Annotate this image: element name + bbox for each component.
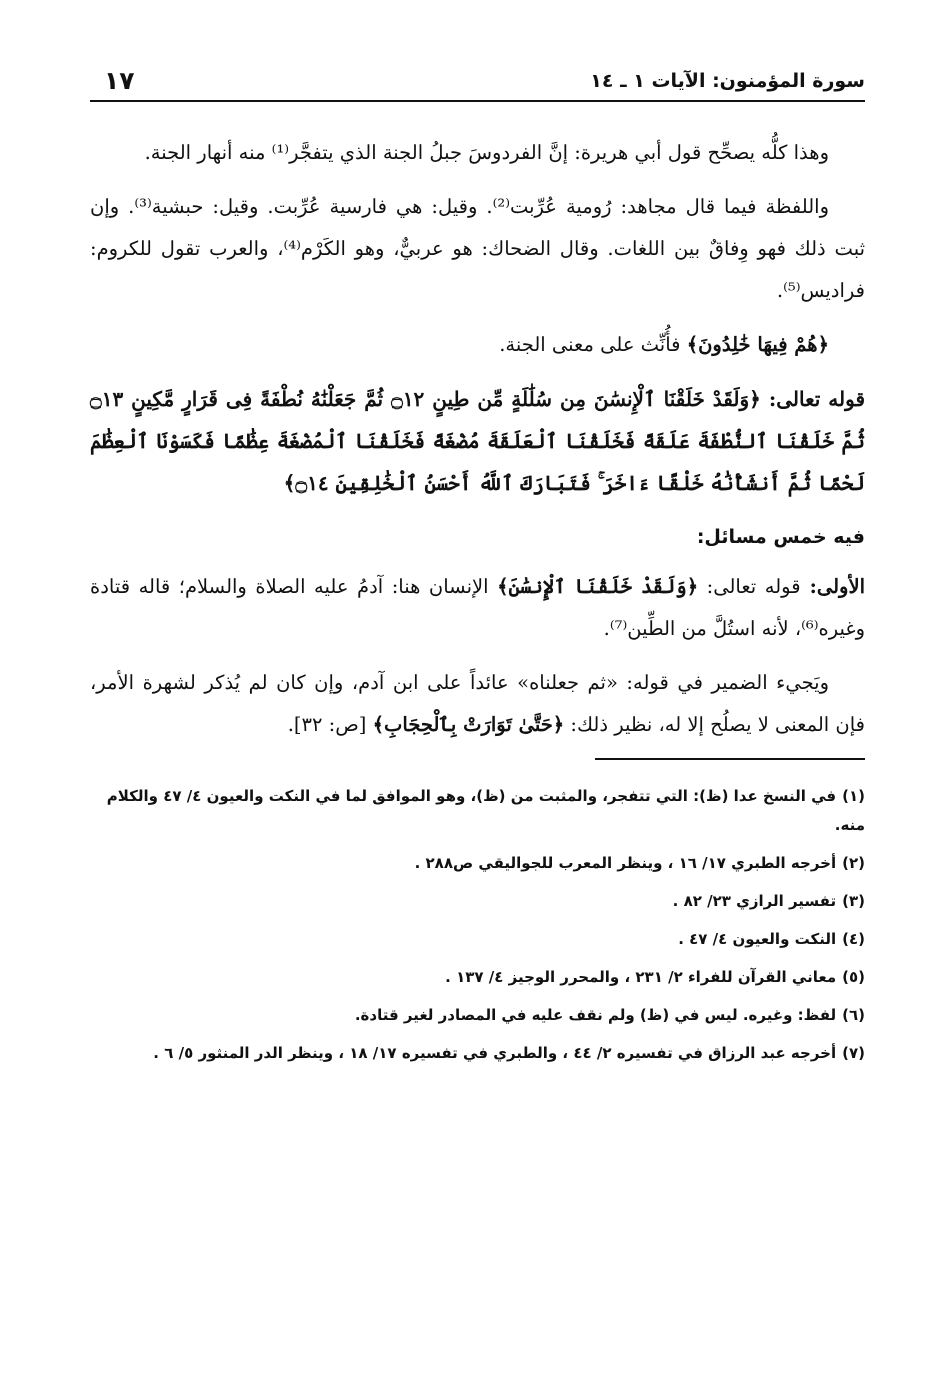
footnote-number: (٤)	[842, 930, 865, 948]
footnote-separator	[595, 758, 865, 760]
footnote	[90, 1039, 865, 1068]
footnote-text: أخرجه الطبري ١٧/ ١٦ ، وينظر المعرب للجواليقي ص٢٨٨ .	[414, 854, 837, 872]
verse-text: ﴿وَلَقَدْ خَلَقْنَا ٱلْإِنسَٰنَ مِن سُلَٰلَةٍ مِّن طِينٍ ۝١٢ ثُمَّ جَعَلْنَٰهُ نُطْفَةً فِى قَرَارٍ مَّكِينٍ ۝١٣ ثُمَّ خَلَقْنَا ٱلنُّطْفَةَ عَلَقَةً فَخَلَقْنَا ٱلْعَلَقَةَ مُضْغَةً فَخَلَقْنَا ٱلْمُضْغَةَ عِظَٰمًا فَكَسَوْنَا ٱلْعِظَٰمَ لَحْمًا ثُمَّ أَنشَأْنَٰهُ خَلْقًا ءَاخَرَ ۚ فَتَبَارَكَ ٱللَّهُ أَحْسَنُ ٱلْخَٰلِقِينَ ۝١٤﴾	[90, 387, 865, 495]
footnote-text: معاني القرآن للفراء ٢/ ٢٣١ ، والمحرر الوجيز ٤/ ١٣٧ .	[445, 968, 837, 986]
main-text	[90, 132, 865, 746]
footnote	[90, 849, 865, 878]
paragraph-1	[90, 132, 865, 174]
running-title: سورة المؤمنون: الآيات ١ ـ ١٤	[590, 70, 865, 92]
footnote-text: في النسخ عدا (ظ): التي تتفجر، والمثبت من (ظ)، وهو الموافق لما في النكت والعيون ٤/ ٤٧ والكلام منه.	[106, 787, 865, 834]
footnote	[90, 782, 865, 840]
footnote-number: (١)	[842, 787, 865, 805]
paragraph-5	[90, 662, 865, 746]
paragraph-5-text-a: ويَجيء الضمير في قوله: «ثم جعلناه» عائداً على ابن آدم، وإن كان لم يُذكر لشهرة الأمر، فإن المعنى لا يصلُح إلا له، نظير ذلك:	[90, 671, 865, 736]
paragraph-2	[90, 186, 865, 312]
paragraph-4	[90, 566, 865, 650]
footnote-text: أخرجه عبد الرزاق في تفسيره ٢/ ٤٤ ، والطبري في تفسيره ١٧/ ١٨ ، وينظر الدر المنثور ٥/ ٦ .	[153, 1044, 837, 1062]
verse-block	[90, 378, 865, 504]
footnote-number: (٧)	[842, 1044, 865, 1062]
footnote	[90, 1001, 865, 1030]
paragraph-3	[90, 324, 865, 366]
paragraph-5-text-b: [ص: ٣٢].	[287, 713, 373, 736]
footnote-number: (٣)	[842, 892, 865, 910]
running-header	[90, 58, 865, 102]
paragraph-4-text-b: الإنسان هنا: آدمُ عليه الصلاة والسلام؛ قاله قتادة وغيره⁽⁶⁾، لأنه استُلَّ من الطِّين⁽⁷⁾.	[90, 575, 865, 640]
issue-lead: الأولى:	[800, 575, 866, 598]
footnote-text: لفظ: وغيره. ليس في (ظ) ولم نقف عليه في المصادر لغير قتادة.	[354, 1006, 837, 1024]
footnote	[90, 963, 865, 992]
paragraph-3-text: فأُنِّث على معنى الجنة.	[499, 333, 687, 356]
quran-quote: ﴿هُمْ فِيهَا خَٰلِدُونَ﴾	[686, 333, 829, 356]
footnote-number: (٢)	[842, 854, 865, 872]
footnote-number: (٦)	[842, 1006, 865, 1024]
verse-lead: قوله تعالى:	[760, 387, 865, 411]
footnotes	[90, 782, 865, 1068]
quran-quote: ﴿وَلَقَدْ خَلَقْنَا ٱلْإِنسَٰنَ﴾	[497, 575, 699, 598]
footnote-number: (٥)	[842, 968, 865, 986]
footnote-text: تفسير الرازي ٢٣/ ٨٢ .	[672, 892, 837, 910]
section-heading: فيه خمس مسائل:	[696, 526, 865, 548]
page-number: ١٧	[104, 66, 135, 95]
footnote	[90, 887, 865, 916]
paragraph-1-text: وهذا كلُّه يصحِّح قول أبي هريرة: إنَّ الفردوسَ جبلُ الجنة الذي يتفجَّر⁽¹⁾ منه أنهار الجنة.	[144, 141, 829, 164]
paragraph-2-text: واللفظة فيما قال مجاهد: رُومية عُرِّبت⁽²⁾. وقيل: هي فارسية عُرِّبت. وقيل: حبشية⁽³⁾. وإن ثبت ذلك فهو وِفاقٌ بين اللغات. وقال الضحاك: هو عربيٌّ، وهو الكَرْم⁽⁴⁾، والعرب تقول للكروم: فراديس⁽⁵⁾.	[90, 195, 865, 302]
book-page	[90, 58, 865, 1358]
footnote-text: النكت والعيون ٤/ ٤٧ .	[678, 930, 837, 948]
footnote	[90, 925, 865, 954]
quran-quote: ﴿حَتَّىٰ تَوَارَتْ بِٱلْحِجَابِ﴾	[372, 713, 565, 736]
paragraph-4-text-a: قوله تعالى:	[698, 575, 801, 598]
